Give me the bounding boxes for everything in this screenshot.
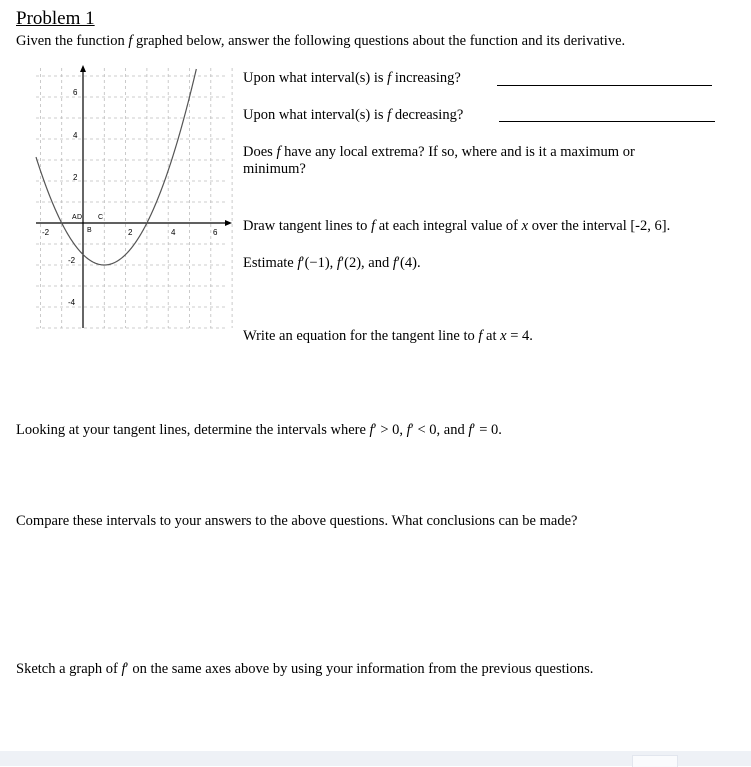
q6-text-c: = 4. <box>506 328 533 344</box>
q9-text-b: ′ on the same axes above by using your information from the previous questions. <box>125 661 594 677</box>
q9-f: f <box>121 661 126 677</box>
q7-f1: f <box>369 422 374 438</box>
question-tangent-lines <box>243 218 670 235</box>
q6-text-b: at <box>482 328 501 344</box>
y-tick-label: -2 <box>68 256 76 265</box>
y-tick-label: 4 <box>73 131 78 140</box>
q2-text-b: decreasing? <box>391 107 464 123</box>
x-axis-arrow <box>225 220 232 226</box>
q6-f: f <box>478 328 483 344</box>
intro-f: f <box>128 33 133 49</box>
intro-text-b: graphed below, answer the following questions about the function and its derivative. <box>132 33 626 49</box>
q7-text-d: ′ = 0. <box>472 422 502 438</box>
q2-text-a: Upon what interval(s) is <box>243 107 388 123</box>
x-tick-label: -2 <box>42 228 50 237</box>
q7-f3: f <box>468 422 473 438</box>
x-tick-label: 4 <box>171 228 176 237</box>
y-axis-arrow <box>80 65 86 72</box>
q1-text-a: Upon what interval(s) is <box>243 70 388 86</box>
q6-text-a: Write an equation for the tangent line to <box>243 328 479 344</box>
x-tick-label: 2 <box>128 228 133 237</box>
point-label: C <box>98 214 104 221</box>
q3-text-b: have any local extrema? If so, where and is it a maximum or <box>280 144 635 160</box>
intro-text <box>16 33 625 50</box>
q5-text-c: ′(2), and <box>340 255 393 271</box>
q7-text-b: ′ > 0, <box>373 422 407 438</box>
question-estimate <box>243 255 421 272</box>
y-tick-label: -4 <box>68 298 76 307</box>
answer-blank-decreasing[interactable] <box>499 121 715 122</box>
q9-text-a: Sketch a graph of <box>16 661 122 677</box>
q4-text-c: over the interval [-2, 6]. <box>528 218 671 234</box>
point-label: D <box>77 214 83 221</box>
question-tangent-equation <box>243 328 533 345</box>
q5-f3: f <box>392 255 397 271</box>
point-label: A <box>72 214 77 221</box>
question-decreasing <box>243 107 463 124</box>
x-tick-label: 6 <box>213 228 218 237</box>
problem-title: Problem 1 <box>16 8 95 29</box>
question-extrema <box>243 144 635 178</box>
q1-f: f <box>387 70 392 86</box>
question-sketch <box>16 661 593 678</box>
q7-text-c: ′ < 0, and <box>410 422 469 438</box>
q8-text-a: Compare these intervals to your answers to the above questions. What conclusions can be made? <box>16 513 578 529</box>
q3-f: f <box>276 144 281 160</box>
q5-f2: f <box>336 255 341 271</box>
q3-text-a: Does <box>243 144 277 160</box>
intro-text-a: Given the function <box>16 33 129 49</box>
y-tick-label: 6 <box>73 88 78 97</box>
q3-text-c: minimum? <box>243 161 306 177</box>
q7-f2: f <box>406 422 411 438</box>
q5-text-b: ′(−1), <box>301 255 337 271</box>
question-increasing <box>243 70 461 87</box>
q4-text-a: Draw tangent lines to <box>243 218 372 234</box>
q5-text-d: ′(4). <box>396 255 421 271</box>
function-graph <box>30 60 235 335</box>
bottom-tab[interactable] <box>632 755 678 767</box>
y-tick-label: 2 <box>73 173 78 182</box>
q6-x: x <box>500 328 507 344</box>
q7-text-a: Looking at your tangent lines, determine the intervals where <box>16 422 370 438</box>
point-label: B <box>87 227 92 234</box>
q5-text-a: Estimate <box>243 255 298 271</box>
q1-text-b: increasing? <box>391 70 461 86</box>
q4-f: f <box>371 218 376 234</box>
q4-text-b: at each integral value of <box>375 218 522 234</box>
question-compare <box>16 513 577 530</box>
q2-f: f <box>387 107 392 123</box>
answer-blank-increasing[interactable] <box>497 85 712 86</box>
question-derivative-intervals <box>16 422 502 439</box>
q5-f1: f <box>297 255 302 271</box>
graph-grid <box>36 68 232 328</box>
q4-x: x <box>521 218 529 234</box>
